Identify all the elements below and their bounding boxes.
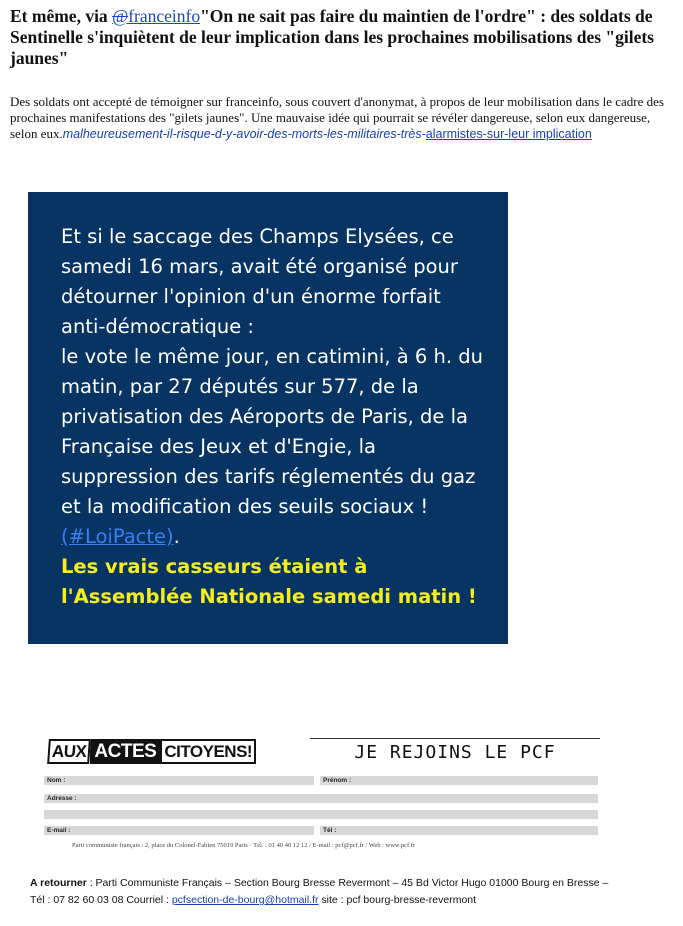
callout-paragraph-1: Et si le saccage des Champs Elysées, ce samedi 16 mars, avait été organisé pour détourner l'opinion d'un énorme forfait anti-démocratique : [61,225,458,338]
contact-info [30,875,670,909]
callout-hashtag-line [61,522,488,552]
article-link-italic[interactable]: malheureusement-il-risque-d-y-avoir-des-morts-les-militaires-très- [62,127,426,141]
logo-word-actes: ACTES [90,739,160,764]
aux-actes-citoyens-logo [48,739,256,764]
contact-email-link[interactable]: pcfsection-de-bourg@hotmail.fr [171,894,319,906]
hashtag-period: . [173,525,180,548]
email-label: E-mail : [47,827,71,834]
article-headline [10,6,676,69]
contact-line-2 [30,892,670,909]
email-field[interactable] [44,826,314,835]
logo-word-citoyens: CITOYENS! [160,739,256,764]
headline-title: "On ne sait pas faire du maintien de l'ordre" : des soldats de Sentinelle s'inquiètent de leur implication dans les prochaines mobilisations des "gilets jaunes" [10,6,654,68]
tel-label: Tél : [323,827,337,834]
headline-prefix: Et même, via [10,6,113,26]
retour-label: A retourner [30,877,87,889]
prenom-label: Prénom : [323,777,352,784]
nom-field[interactable] [44,776,314,785]
loipacte-hashtag-link[interactable]: (#LoiPacte) [61,525,174,548]
franceinfo-handle-link[interactable] [112,6,200,26]
article-link-underlined[interactable]: alarmistes-sur-leur implication [425,127,592,141]
contact-site: site : pcf bourg-bresse-revermont [318,894,477,906]
adresse-label: Adresse : [47,795,77,802]
handle-at-sign: @ [112,6,129,26]
tel-field[interactable] [320,826,598,835]
nom-label: Nom : [47,777,66,784]
prenom-field[interactable] [320,776,598,785]
callout-paragraph-2: le vote le même jour, en catimini, à 6 h. du matin, par 27 députés sur 577, de la privatisation des Aéroports de Paris, de la Française des Jeux et d'Engie, la suppression des tarifs réglementés du gaz et la modification des seuils sociaux ! [61,345,483,518]
contact-phone: Tél : 07 82 60 03 08 Courriel : [30,894,172,906]
adresse-field[interactable] [44,794,598,803]
intro-text: Des soldats ont accepté de témoigner sur franceinfo, sous couvert d'anonymat, à propos de leur mobilisation dans le cadre des prochaines manifestations des "gilets jaunes". Une mauvaise idée qui pourrait se révéler dangereuse, selon eux dangereuse, selon eux. [10,94,664,141]
membership-form [44,736,600,856]
callout-conclusion: Les vrais casseurs étaient à l'Assemblée Nationale samedi matin ! [61,555,477,608]
article-intro [10,94,676,142]
loi-pacte-callout [28,192,508,644]
contact-line-1 [30,875,670,892]
handle-name: franceinfo [128,6,201,26]
retour-address: : Parti Communiste Français – Section Bourg Bresse Revermont – 45 Bd Victor Hugo 01000 Bourg en Bresse – [86,877,609,889]
join-pcf-title: JE REJOINS LE PCF [310,738,600,767]
form-footer-address: Parti communiste français : 2, place du Colonel-Fabien 75019 Paris · Tél. : 01 40 40 12 12 / E-mail : pcf@pcf.fr / Web : www.pcf.fr [72,842,416,849]
adresse-field-line-2[interactable] [44,810,598,819]
logo-word-aux: AUX [47,739,91,764]
